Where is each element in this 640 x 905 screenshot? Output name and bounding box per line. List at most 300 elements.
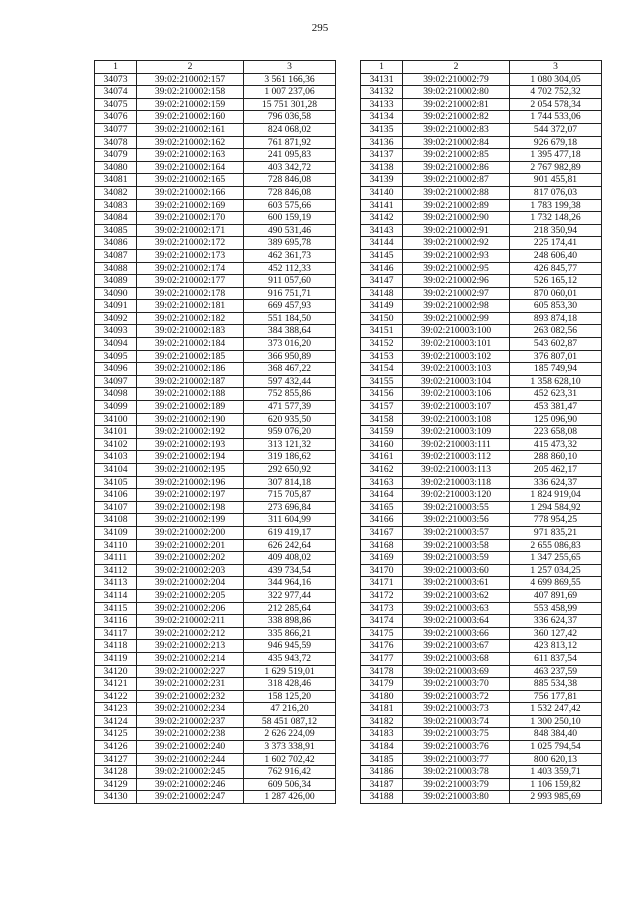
row-number-cell: 34166	[361, 514, 403, 527]
value-cell: 4 699 869,55	[510, 577, 602, 590]
row-number-cell: 34134	[361, 111, 403, 124]
cadastral-number-cell: 39:02:210002:88	[403, 186, 510, 199]
cadastral-number-cell: 39:02:210003:76	[403, 741, 510, 754]
row-number-cell: 34152	[361, 338, 403, 351]
row-number-cell: 34096	[95, 363, 137, 376]
row-number-cell: 34121	[95, 678, 137, 691]
row-number-cell: 34162	[361, 464, 403, 477]
left-table	[94, 60, 336, 804]
row-number-cell: 34156	[361, 388, 403, 401]
cadastral-number-cell: 39:02:210002:197	[137, 489, 244, 502]
table-row	[95, 212, 336, 225]
cadastral-number-cell: 39:02:210002:187	[137, 375, 244, 388]
row-number-cell: 34091	[95, 300, 137, 313]
value-cell: 248 606,40	[510, 249, 602, 262]
value-cell: 58 451 087,12	[244, 715, 336, 728]
value-cell: 223 658,08	[510, 426, 602, 439]
row-number-cell: 34083	[95, 199, 137, 212]
cadastral-number-cell: 39:02:210002:195	[137, 464, 244, 477]
table-row	[361, 766, 602, 779]
value-cell: 366 950,89	[244, 350, 336, 363]
cadastral-number-cell: 39:02:210003:100	[403, 325, 510, 338]
table-row	[95, 715, 336, 728]
cadastral-number-cell: 39:02:210003:67	[403, 640, 510, 653]
value-cell: 471 577,39	[244, 401, 336, 414]
cadastral-number-cell: 39:02:210003:104	[403, 375, 510, 388]
value-cell: 1 532 247,42	[510, 703, 602, 716]
row-number-cell: 34113	[95, 577, 137, 590]
row-number-cell: 34106	[95, 489, 137, 502]
row-number-cell: 34103	[95, 451, 137, 464]
value-cell: 15 751 301,28	[244, 98, 336, 111]
value-cell: 288 860,10	[510, 451, 602, 464]
cadastral-number-cell: 39:02:210003:101	[403, 338, 510, 351]
table-row	[95, 489, 336, 502]
table-row	[361, 501, 602, 514]
value-cell: 916 751,71	[244, 287, 336, 300]
cadastral-number-cell: 39:02:210002:214	[137, 652, 244, 665]
table-row	[361, 778, 602, 791]
cadastral-number-cell: 39:02:210002:157	[137, 73, 244, 86]
value-cell: 205 462,17	[510, 464, 602, 477]
row-number-cell: 34120	[95, 665, 137, 678]
table-row	[95, 312, 336, 325]
row-number-cell: 34123	[95, 703, 137, 716]
row-number-cell: 34150	[361, 312, 403, 325]
value-cell: 384 388,64	[244, 325, 336, 338]
value-cell: 1 300 250,10	[510, 715, 602, 728]
header-cell: 3	[510, 61, 602, 74]
row-number-cell: 34089	[95, 275, 137, 288]
table-row	[95, 526, 336, 539]
value-cell: 762 916,42	[244, 766, 336, 779]
cadastral-number-cell: 39:02:210002:206	[137, 602, 244, 615]
row-number-cell: 34110	[95, 539, 137, 552]
value-cell: 407 891,69	[510, 589, 602, 602]
cadastral-number-cell: 39:02:210002:198	[137, 501, 244, 514]
value-cell: 800 620,13	[510, 753, 602, 766]
cadastral-number-cell: 39:02:210002:246	[137, 778, 244, 791]
table-row	[361, 186, 602, 199]
table-row	[95, 728, 336, 741]
row-number-cell: 34136	[361, 136, 403, 149]
value-cell: 322 977,44	[244, 589, 336, 602]
row-number-cell: 34142	[361, 212, 403, 225]
cadastral-number-cell: 39:02:210002:245	[137, 766, 244, 779]
row-number-cell: 34187	[361, 778, 403, 791]
table-row	[361, 640, 602, 653]
cadastral-number-cell: 39:02:210002:82	[403, 111, 510, 124]
table-row	[361, 715, 602, 728]
table-row	[95, 640, 336, 653]
cadastral-number-cell: 39:02:210002:199	[137, 514, 244, 527]
row-number-cell: 34172	[361, 589, 403, 602]
header-row	[361, 61, 602, 74]
row-number-cell: 34098	[95, 388, 137, 401]
value-cell: 336 624,37	[510, 476, 602, 489]
table-row	[361, 753, 602, 766]
value-cell: 1 395 477,18	[510, 149, 602, 162]
cadastral-number-cell: 39:02:210002:182	[137, 312, 244, 325]
row-number-cell: 34158	[361, 413, 403, 426]
value-cell: 426 845,77	[510, 262, 602, 275]
table-row	[95, 753, 336, 766]
value-cell: 2 993 985,69	[510, 791, 602, 804]
row-number-cell: 34186	[361, 766, 403, 779]
value-cell: 360 127,42	[510, 627, 602, 640]
cadastral-number-cell: 39:02:210002:169	[137, 199, 244, 212]
value-cell: 715 705,87	[244, 489, 336, 502]
table-row	[361, 98, 602, 111]
value-cell: 1 080 304,05	[510, 73, 602, 86]
row-number-cell: 34107	[95, 501, 137, 514]
value-cell: 946 945,59	[244, 640, 336, 653]
value-cell: 462 361,73	[244, 249, 336, 262]
value-cell: 778 954,25	[510, 514, 602, 527]
value-cell: 752 855,86	[244, 388, 336, 401]
value-cell: 1 732 148,26	[510, 212, 602, 225]
row-number-cell: 34151	[361, 325, 403, 338]
row-number-cell: 34170	[361, 564, 403, 577]
row-number-cell: 34153	[361, 350, 403, 363]
value-cell: 551 184,50	[244, 312, 336, 325]
value-cell: 1 257 034,25	[510, 564, 602, 577]
table-row	[95, 375, 336, 388]
value-cell: 403 342,72	[244, 161, 336, 174]
cadastral-number-cell: 39:02:210002:190	[137, 413, 244, 426]
table-row	[95, 791, 336, 804]
cadastral-number-cell: 39:02:210002:200	[137, 526, 244, 539]
cadastral-number-cell: 39:02:210002:79	[403, 73, 510, 86]
row-number-cell: 34175	[361, 627, 403, 640]
cadastral-number-cell: 39:02:210003:74	[403, 715, 510, 728]
cadastral-number-cell: 39:02:210002:213	[137, 640, 244, 653]
table-row	[361, 388, 602, 401]
table-row	[95, 514, 336, 527]
row-number-cell: 34143	[361, 224, 403, 237]
table-row	[361, 652, 602, 665]
cadastral-number-cell: 39:02:210003:63	[403, 602, 510, 615]
table-row	[361, 375, 602, 388]
value-cell: 1 025 794,54	[510, 741, 602, 754]
cadastral-number-cell: 39:02:210002:184	[137, 338, 244, 351]
value-cell: 553 458,99	[510, 602, 602, 615]
value-cell: 611 837,54	[510, 652, 602, 665]
value-cell: 605 853,30	[510, 300, 602, 313]
row-number-cell: 34080	[95, 161, 137, 174]
table-row	[361, 149, 602, 162]
table-row	[361, 300, 602, 313]
table-row	[95, 199, 336, 212]
cadastral-number-cell: 39:02:210002:178	[137, 287, 244, 300]
table-row	[361, 237, 602, 250]
header-cell: 3	[244, 61, 336, 74]
row-number-cell: 34137	[361, 149, 403, 162]
cadastral-number-cell: 39:02:210003:69	[403, 665, 510, 678]
value-cell: 2 655 086,83	[510, 539, 602, 552]
row-number-cell: 34169	[361, 552, 403, 565]
row-number-cell: 34125	[95, 728, 137, 741]
table-row	[361, 489, 602, 502]
value-cell: 292 650,92	[244, 464, 336, 477]
value-cell: 439 734,54	[244, 564, 336, 577]
table-row	[95, 577, 336, 590]
value-cell: 4 702 752,32	[510, 86, 602, 99]
cadastral-number-cell: 39:02:210002:177	[137, 275, 244, 288]
table-row	[95, 287, 336, 300]
row-number-cell: 34116	[95, 615, 137, 628]
header-cell: 1	[361, 61, 403, 74]
cadastral-number-cell: 39:02:210002:163	[137, 149, 244, 162]
row-number-cell: 34145	[361, 249, 403, 262]
row-number-cell: 34149	[361, 300, 403, 313]
cadastral-number-cell: 39:02:210003:59	[403, 552, 510, 565]
table-row	[95, 778, 336, 791]
row-number-cell: 34118	[95, 640, 137, 653]
value-cell: 885 534,38	[510, 678, 602, 691]
row-number-cell: 34178	[361, 665, 403, 678]
value-cell: 1 007 237,06	[244, 86, 336, 99]
header-cell: 2	[403, 61, 510, 74]
cadastral-number-cell: 39:02:210003:103	[403, 363, 510, 376]
value-cell: 453 381,47	[510, 401, 602, 414]
row-number-cell: 34074	[95, 86, 137, 99]
table-row	[95, 589, 336, 602]
row-number-cell: 34094	[95, 338, 137, 351]
cadastral-number-cell: 39:02:210003:64	[403, 615, 510, 628]
value-cell: 225 174,41	[510, 237, 602, 250]
cadastral-number-cell: 39:02:210002:158	[137, 86, 244, 99]
row-number-cell: 34131	[361, 73, 403, 86]
table-row	[95, 438, 336, 451]
table-row	[361, 539, 602, 552]
table-row	[95, 426, 336, 439]
table-row	[361, 589, 602, 602]
value-cell: 728 846,08	[244, 186, 336, 199]
row-number-cell: 34168	[361, 539, 403, 552]
row-number-cell: 34128	[95, 766, 137, 779]
row-number-cell: 34147	[361, 275, 403, 288]
right-table	[360, 60, 602, 804]
row-number-cell: 34088	[95, 262, 137, 275]
cadastral-number-cell: 39:02:210003:75	[403, 728, 510, 741]
row-number-cell: 34173	[361, 602, 403, 615]
table-row	[95, 464, 336, 477]
table-row	[361, 413, 602, 426]
table-row	[95, 123, 336, 136]
table-row	[95, 363, 336, 376]
table-row	[95, 539, 336, 552]
cadastral-number-cell: 39:02:210003:77	[403, 753, 510, 766]
header-cell: 2	[137, 61, 244, 74]
row-number-cell: 34093	[95, 325, 137, 338]
value-cell: 344 964,16	[244, 577, 336, 590]
cadastral-number-cell: 39:02:210003:80	[403, 791, 510, 804]
cadastral-number-cell: 39:02:210002:99	[403, 312, 510, 325]
table-row	[361, 741, 602, 754]
cadastral-number-cell: 39:02:210002:159	[137, 98, 244, 111]
table-row	[95, 678, 336, 691]
value-cell: 1 602 702,42	[244, 753, 336, 766]
table-row	[95, 186, 336, 199]
cadastral-number-cell: 39:02:210002:188	[137, 388, 244, 401]
row-number-cell: 34129	[95, 778, 137, 791]
table-row	[95, 627, 336, 640]
value-cell: 263 082,56	[510, 325, 602, 338]
table-row	[95, 401, 336, 414]
value-cell: 212 285,64	[244, 602, 336, 615]
cadastral-number-cell: 39:02:210002:194	[137, 451, 244, 464]
cadastral-number-cell: 39:02:210002:161	[137, 123, 244, 136]
table-row	[95, 741, 336, 754]
table-row	[361, 199, 602, 212]
row-number-cell: 34127	[95, 753, 137, 766]
value-cell: 901 455,81	[510, 174, 602, 187]
table-row	[361, 526, 602, 539]
table-row	[95, 174, 336, 187]
cadastral-number-cell: 39:02:210002:211	[137, 615, 244, 628]
value-cell: 971 835,21	[510, 526, 602, 539]
cadastral-number-cell: 39:02:210002:186	[137, 363, 244, 376]
cadastral-number-cell: 39:02:210003:120	[403, 489, 510, 502]
cadastral-number-cell: 39:02:210003:118	[403, 476, 510, 489]
table-row	[95, 86, 336, 99]
cadastral-number-cell: 39:02:210003:58	[403, 539, 510, 552]
cadastral-number-cell: 39:02:210003:56	[403, 514, 510, 527]
table-row	[95, 766, 336, 779]
value-cell: 1 403 359,71	[510, 766, 602, 779]
row-number-cell: 34140	[361, 186, 403, 199]
table-row	[361, 262, 602, 275]
row-number-cell: 34161	[361, 451, 403, 464]
value-cell: 544 372,07	[510, 123, 602, 136]
value-cell: 926 679,18	[510, 136, 602, 149]
value-cell: 318 428,46	[244, 678, 336, 691]
row-number-cell: 34154	[361, 363, 403, 376]
value-cell: 218 350,94	[510, 224, 602, 237]
value-cell: 959 076,20	[244, 426, 336, 439]
value-cell: 1 347 255,65	[510, 552, 602, 565]
row-number-cell: 34079	[95, 149, 137, 162]
value-cell: 848 384,40	[510, 728, 602, 741]
table-row	[95, 602, 336, 615]
table-row	[361, 174, 602, 187]
value-cell: 241 095,83	[244, 149, 336, 162]
cadastral-number-cell: 39:02:210003:108	[403, 413, 510, 426]
cadastral-number-cell: 39:02:210003:57	[403, 526, 510, 539]
table-row	[95, 161, 336, 174]
value-cell: 2 767 982,89	[510, 161, 602, 174]
row-number-cell: 34082	[95, 186, 137, 199]
row-number-cell: 34078	[95, 136, 137, 149]
value-cell: 1 824 919,04	[510, 489, 602, 502]
value-cell: 415 473,32	[510, 438, 602, 451]
cadastral-number-cell: 39:02:210002:93	[403, 249, 510, 262]
table-row	[361, 224, 602, 237]
table-row	[95, 476, 336, 489]
cadastral-number-cell: 39:02:210002:164	[137, 161, 244, 174]
table-row	[95, 690, 336, 703]
row-number-cell: 34117	[95, 627, 137, 640]
value-cell: 125 096,90	[510, 413, 602, 426]
row-number-cell: 34105	[95, 476, 137, 489]
value-cell: 336 624,37	[510, 615, 602, 628]
table-row	[361, 123, 602, 136]
table-row	[361, 703, 602, 716]
row-number-cell: 34165	[361, 501, 403, 514]
row-number-cell: 34188	[361, 791, 403, 804]
row-number-cell: 34177	[361, 652, 403, 665]
cadastral-number-cell: 39:02:210003:60	[403, 564, 510, 577]
value-cell: 311 604,99	[244, 514, 336, 527]
cadastral-number-cell: 39:02:210003:68	[403, 652, 510, 665]
value-cell: 526 165,12	[510, 275, 602, 288]
cadastral-number-cell: 39:02:210002:227	[137, 665, 244, 678]
row-number-cell: 34179	[361, 678, 403, 691]
row-number-cell: 34144	[361, 237, 403, 250]
cadastral-number-cell: 39:02:210002:96	[403, 275, 510, 288]
cadastral-number-cell: 39:02:210003:102	[403, 350, 510, 363]
row-number-cell: 34157	[361, 401, 403, 414]
cadastral-number-cell: 39:02:210003:113	[403, 464, 510, 477]
table-row	[95, 703, 336, 716]
value-cell: 796 036,58	[244, 111, 336, 124]
cadastral-number-cell: 39:02:210002:171	[137, 224, 244, 237]
row-number-cell: 34171	[361, 577, 403, 590]
value-cell: 1 629 519,01	[244, 665, 336, 678]
row-number-cell: 34073	[95, 73, 137, 86]
row-number-cell: 34183	[361, 728, 403, 741]
table-row	[361, 552, 602, 565]
cadastral-number-cell: 39:02:210002:192	[137, 426, 244, 439]
value-cell: 47 216,20	[244, 703, 336, 716]
cadastral-number-cell: 39:02:210002:232	[137, 690, 244, 703]
value-cell: 3 561 166,36	[244, 73, 336, 86]
value-cell: 817 076,03	[510, 186, 602, 199]
row-number-cell: 34095	[95, 350, 137, 363]
cadastral-number-cell: 39:02:210002:84	[403, 136, 510, 149]
cadastral-number-cell: 39:02:210002:212	[137, 627, 244, 640]
table-row	[361, 476, 602, 489]
row-number-cell: 34163	[361, 476, 403, 489]
row-number-cell: 34181	[361, 703, 403, 716]
row-number-cell: 34164	[361, 489, 403, 502]
cadastral-number-cell: 39:02:210003:109	[403, 426, 510, 439]
value-cell: 319 186,62	[244, 451, 336, 464]
value-cell: 609 506,34	[244, 778, 336, 791]
row-number-cell: 34102	[95, 438, 137, 451]
row-number-cell: 34176	[361, 640, 403, 653]
row-number-cell: 34141	[361, 199, 403, 212]
value-cell: 620 935,50	[244, 413, 336, 426]
value-cell: 452 623,31	[510, 388, 602, 401]
table-row	[361, 690, 602, 703]
row-number-cell: 34099	[95, 401, 137, 414]
cadastral-number-cell: 39:02:210002:231	[137, 678, 244, 691]
value-cell: 373 016,20	[244, 338, 336, 351]
cadastral-number-cell: 39:02:210002:162	[137, 136, 244, 149]
table-row	[361, 212, 602, 225]
value-cell: 335 866,21	[244, 627, 336, 640]
cadastral-number-cell: 39:02:210002:170	[137, 212, 244, 225]
value-cell: 463 237,59	[510, 665, 602, 678]
table-row	[361, 312, 602, 325]
cadastral-number-cell: 39:02:210002:91	[403, 224, 510, 237]
page-number: 295	[311, 22, 329, 34]
row-number-cell: 34174	[361, 615, 403, 628]
table-row	[361, 338, 602, 351]
value-cell: 307 814,18	[244, 476, 336, 489]
